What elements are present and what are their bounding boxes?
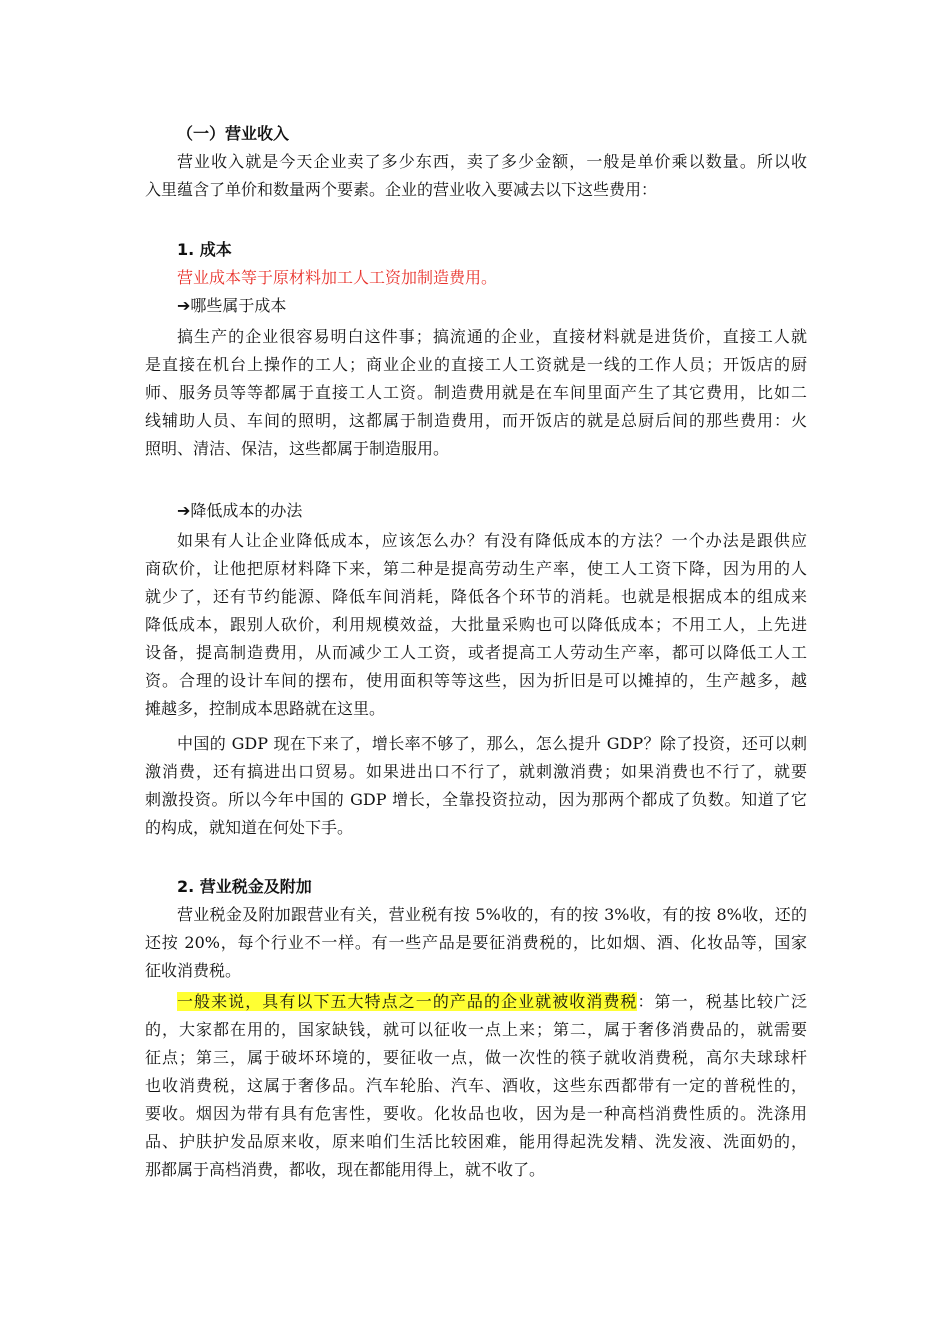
paragraph-line: 中国的 GDP 现在下来了，增长率不够了，那么，怎么提升 GDP？除了投资，还可以刺 bbox=[177, 734, 807, 753]
paragraph-line: 的构成，就知道在何处下手。 bbox=[145, 818, 354, 837]
paragraph-line: 搞生产的企业很容易明白这件事；搞流通的企业，直接材料就是进货价，直接工人就 bbox=[177, 327, 807, 346]
arrow-right-icon: ➔ bbox=[177, 296, 191, 315]
paragraph-line: 也收消费税，这属于奢侈品。汽车轮胎、汽车、酒收，这些东西都带有一定的普税性的， bbox=[145, 1076, 807, 1095]
section-title-block bbox=[145, 120, 807, 148]
subheading-which-costs bbox=[145, 292, 807, 320]
subheading-label: 哪些属于成本 bbox=[190, 296, 287, 315]
intro-paragraph bbox=[145, 148, 807, 204]
paragraph-line: 征点；第三，属于破坏环境的，要征收一点，做一次性的筷子就收消费税，高尔夫球球杆 bbox=[145, 1048, 807, 1067]
paragraph-line: 师、服务员等等都属于直接工人工资。制造费用就是在车间里面产生了其它费用，比如二 bbox=[145, 383, 807, 402]
cost-heading: 1. 成本 bbox=[177, 240, 232, 259]
cost-definition: 营业成本等于原材料加工人工资加制造费用。 bbox=[177, 268, 498, 287]
paragraph-line: 如果有人让企业降低成本，应该怎么办？有没有降低成本的方法？一个办法是跟供应 bbox=[177, 531, 807, 550]
paragraph-text: ：第一，税基比较广泛 bbox=[637, 992, 807, 1011]
paragraph-line: 摊越多，控制成本思路就在这里。 bbox=[145, 699, 386, 718]
tax-paragraph-2 bbox=[145, 988, 807, 1184]
subheading-label: 降低成本的办法 bbox=[190, 501, 303, 520]
paragraph-line: 要收。烟因为带有具有危害性，要收。化妆品也收，因为是一种高档消费性质的。洗涤用 bbox=[145, 1104, 807, 1123]
paragraph-line bbox=[145, 988, 807, 1016]
reduce-cost-paragraph bbox=[145, 527, 807, 723]
paragraph-line: 征收消费税。 bbox=[145, 961, 242, 980]
subheading-reduce-cost bbox=[145, 497, 807, 525]
intro-line: 入里蕴含了单价和数量两个要素。企业的营业收入要减去以下这些费用： bbox=[145, 180, 658, 199]
paragraph-line: 设备，提高制造费用，从而减少工人工资，或者提高工人劳动生产率，都可以降低工人工 bbox=[145, 643, 807, 662]
paragraph-line: 照明、清洁、保洁，这些都属于制造服用。 bbox=[145, 439, 450, 458]
intro-line: 营业收入就是今天企业卖了多少东西，卖了多少金额，一般是单价乘以数量。所以收 bbox=[177, 152, 807, 171]
reduce-cost-subheading-block bbox=[145, 497, 807, 525]
gdp-paragraph bbox=[145, 730, 807, 842]
tax-paragraph-1 bbox=[145, 901, 807, 985]
paragraph-line: 降低成本，跟别人砍价，利用规模效益，大批量采购也可以降低成本；不用工人，上先进 bbox=[145, 615, 807, 634]
paragraph-line: 就少了，还有节约能源、降低车间消耗，降低各个环节的消耗。也就是根据成本的组成来 bbox=[145, 587, 807, 606]
paragraph-line: 是直接在机台上操作的工人；商业企业的直接工人工资就是一线的工作人员；开饭店的厨 bbox=[145, 355, 807, 374]
paragraph-line: 刺激投资。所以今年中国的 GDP 增长，全靠投资拉动，因为那两个都成了负数。知道了它 bbox=[145, 790, 807, 809]
paragraph-line: 线辅助人员、车间的照明，这都属于制造费用，而开饭店的就是总厨后间的那些费用：火 bbox=[145, 411, 807, 430]
paragraph-line: 资。合理的设计车间的摆布，使用面积等等这些，因为折旧是可以摊掉的，生产越多，越 bbox=[145, 671, 807, 690]
paragraph-line: 还按 20%，每个行业不一样。有一些产品是要征消费税的，比如烟、酒、化妆品等，国家 bbox=[145, 933, 807, 952]
which-costs-paragraph bbox=[145, 323, 807, 463]
cost-section bbox=[145, 236, 807, 320]
paragraph-line: 激消费，还有搞进出口贸易。如果进出口不行了，就刺激消费；如果消费也不行了，就要 bbox=[145, 762, 807, 781]
paragraph-line: 品、护肤护发品原来收，原来咱们生活比较困难，能用得起洗发精、洗发液、洗面奶的， bbox=[145, 1132, 807, 1151]
tax-section bbox=[145, 873, 807, 901]
paragraph-line: 的，大家都在用的，国家缺钱，就可以征收一点上来；第二，属于奢侈消费品的，就需要 bbox=[145, 1020, 807, 1039]
section-title: （一）营业收入 bbox=[177, 124, 290, 143]
paragraph-line: 商砍价，让他把原材料降下来，第二种是提高劳动生产率，使工人工资下降，因为用的人 bbox=[145, 559, 807, 578]
paragraph-line: 营业税金及附加跟营业有关，营业税有按 5%收的，有的按 3%收，有的按 8%收，还的 bbox=[177, 905, 807, 924]
tax-heading: 2. 营业税金及附加 bbox=[177, 877, 312, 896]
paragraph-line: 那都属于高档消费，都收，现在都能用得上，就不收了。 bbox=[145, 1160, 546, 1179]
highlighted-text: 一般来说，具有以下五大特点之一的产品的企业就被收消费税 bbox=[177, 992, 638, 1011]
arrow-right-icon: ➔ bbox=[177, 501, 191, 520]
